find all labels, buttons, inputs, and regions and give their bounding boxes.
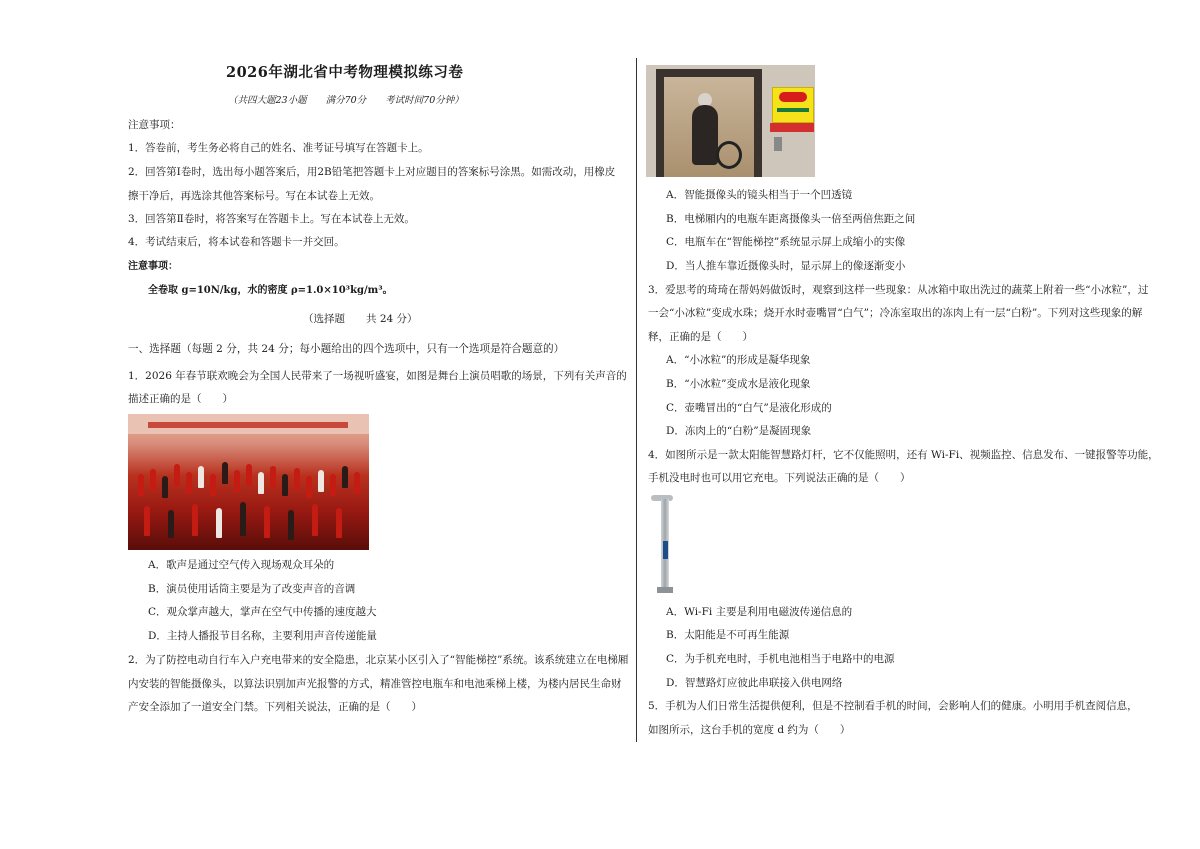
q1-stem: 1．2026 年春节联欢晚会为全国人民带来了一场视听盛宴，如图是舞台上演员唱歌的场景，下列有关声音的	[128, 370, 627, 382]
note-item: 3．回答第Ⅱ卷时，将答案写在答题卡上。写在本试卷上无效。	[128, 213, 415, 225]
q1-stem: 描述正确的是（ ）	[128, 393, 233, 405]
exam-title: 2026年湖北省中考物理模拟练习卷	[226, 64, 464, 81]
column-divider	[636, 58, 637, 742]
q3-stem: 一会“小冰粒”变成水珠；烧开水时壶嘴冒“白气”；冷冻室取出的冻肉上有一层“白粉”。下列对这些现象的解	[648, 307, 1143, 319]
q3-option: B．“小冰粒”变成水是液化现象	[666, 378, 811, 390]
q5-stem: 如图所示，这台手机的宽度 d 约为（ ）	[648, 724, 851, 736]
q2-option: C．电瓶车在“智能梯控”系统显示屏上成缩小的实像	[666, 236, 906, 248]
q4-stem: 手机没电时也可以用它充电。下列说法正确的是（ ）	[648, 472, 911, 484]
note-item: 1．答卷前，考生务必将自己的姓名、准考证号填写在答题卡上。	[128, 142, 429, 154]
notes-heading: 注意事项：	[128, 119, 181, 131]
q5-stem: 5．手机为人们日常生活提供便利，但是不控制看手机的时间，会影响人们的健康。小明用手机查阅信息，	[648, 700, 1138, 712]
q4-option: D．智慧路灯应彼此串联接入供电网络	[666, 677, 843, 689]
constants-line: 全卷取 g=10N/kg，水的密度 ρ=1.0×10³kg/m³。	[148, 285, 393, 296]
q3-stem: 3．爱思考的琦琦在帮妈妈做饭时，观察到这样一些现象：从冰箱中取出洗过的蔬菜上附着一些“小冰粒”，过	[648, 284, 1149, 296]
note-item: 2．回答第Ⅰ卷时，选出每小题答案后，用2B铅笔把答题卡上对应题目的答案标号涂黑。如需改动，用橡皮	[128, 166, 616, 178]
q2-stem: 产安全添加了一道安全门禁。下列相关说法，正确的是（ ）	[128, 701, 422, 713]
elevator-camera-image	[646, 65, 815, 177]
exam-subtitle: （共四大题23小题 满分70分 考试时间70分钟）	[228, 95, 464, 106]
q1-option: A．歌声是通过空气传入现场观众耳朵的	[148, 559, 335, 571]
q2-stem: 内安装的智能摄像头，以算法识别加声光报警的方式，精准管控电瓶车和电池乘梯上楼，为楼内居民生命财	[128, 678, 622, 690]
section-heading: 一、选择题（每题 2 分，共 24 分；每小题给出的四个选项中，只有一个选项是符合题意的）	[128, 343, 565, 355]
q3-option: D．冻肉上的“白粉”是凝固现象	[666, 425, 812, 437]
q2-option: D．当人推车靠近摄像头时，显示屏上的像逐渐变小	[666, 260, 906, 272]
q4-option: A．Wi-Fi 主要是利用电磁波传递信息的	[666, 606, 853, 618]
smart-streetlight-image	[645, 493, 687, 593]
q2-option: B．电梯厢内的电瓶车距离摄像头一倍至两倍焦距之间	[666, 213, 916, 225]
q3-option: C．壶嘴冒出的“白气”是液化形成的	[666, 402, 832, 414]
q4-option: B．太阳能是不可再生能源	[666, 629, 790, 641]
q3-stem: 释，正确的是（ ）	[648, 331, 753, 343]
q2-option: A．智能摄像头的镜头相当于一个凹透镜	[666, 189, 853, 201]
q3-option: A．“小冰粒”的形成是凝华现象	[666, 354, 811, 366]
q1-option: B．演员使用话筒主要是为了改变声音的音调	[148, 583, 356, 595]
q1-option: D．主持人播报节目名称，主要利用声音传递能量	[148, 630, 377, 642]
q4-stem: 4．如图所示是一款太阳能智慧路灯杆，它不仅能照明，还有 Wi-Fi、视频监控、信息发布、一键报警等功能，	[648, 449, 1159, 461]
note-item: 擦干净后，再选涂其他答案标号。写在本试卷上无效。	[128, 190, 380, 202]
section-label: （选择题 共 24 分）	[303, 313, 418, 325]
q2-stem: 2．为了防控电动自行车入户充电带来的安全隐患，北京某小区引入了“智能梯控”系统。该系统建立在电梯厢	[128, 654, 629, 666]
gala-stage-image	[128, 414, 369, 550]
q4-option: C．为手机充电时，手机电池相当于电路中的电源	[666, 653, 895, 665]
q1-option: C．观众掌声越大，掌声在空气中传播的速度越大	[148, 606, 377, 618]
note-item: 4．考试结束后，将本试卷和答题卡一并交回。	[128, 236, 345, 248]
notes-heading-2: 注意事项：	[128, 261, 178, 272]
